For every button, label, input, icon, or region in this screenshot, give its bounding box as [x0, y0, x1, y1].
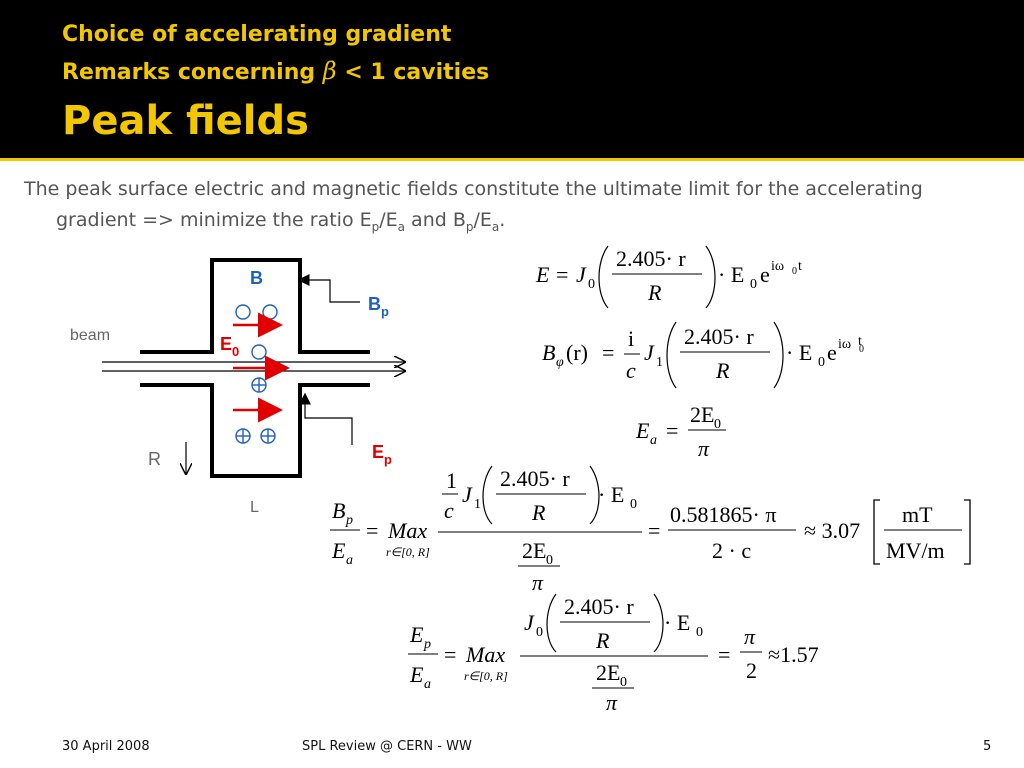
label-bp: $B_p$: [368, 294, 389, 319]
label-e0: $E_0$: [220, 334, 240, 359]
svg-text:J: J: [524, 610, 534, 635]
svg-text:p: p: [424, 637, 431, 652]
svg-text:a: a: [424, 677, 431, 692]
label-ep: $E_p$: [372, 442, 392, 467]
svg-text:iω: iω: [771, 259, 785, 274]
svg-text:2 · c: 2 · c: [712, 538, 752, 563]
svg-text:1: 1: [446, 468, 457, 493]
b-field-out-marker: [263, 305, 277, 319]
svg-text:φ: φ: [556, 355, 564, 370]
svg-text:E: E: [410, 662, 424, 687]
svg-text:π: π: [606, 690, 618, 715]
svg-text:2E: 2E: [596, 660, 621, 685]
svg-text:=: =: [666, 418, 679, 443]
svg-text:R: R: [648, 280, 662, 305]
svg-text:(r): (r): [566, 340, 588, 365]
svg-text:t: t: [798, 259, 802, 274]
svg-text:B: B: [542, 340, 556, 365]
svg-text:r∈[0, R]: r∈[0, R]: [386, 545, 430, 559]
title-line-2-suffix: < 1 cavities: [336, 60, 490, 85]
svg-text:· E: · E: [786, 340, 813, 365]
intro-text-4: /E: [473, 209, 492, 231]
title-line-1: Choice of accelerating gradient: [62, 22, 452, 47]
svg-text:J: J: [576, 262, 586, 287]
svg-text:0: 0: [546, 553, 553, 568]
intro-text-3: and B: [405, 209, 466, 231]
svg-text:E: E: [410, 622, 424, 647]
svg-text:=: =: [648, 518, 661, 543]
svg-text:0: 0: [792, 266, 797, 277]
svg-text:=: =: [718, 642, 731, 667]
svg-text:0: 0: [630, 497, 637, 512]
svg-text:a: a: [650, 433, 657, 448]
intro-sub-3: p: [465, 219, 474, 234]
slide-title: Peak fields: [62, 98, 309, 144]
svg-text:E: E: [636, 418, 650, 443]
title-line-2: [62, 57, 489, 85]
svg-text:≈ 3.07: ≈ 3.07: [804, 518, 861, 543]
svg-text:B: B: [332, 498, 346, 523]
svg-text:1: 1: [656, 355, 663, 370]
svg-text:R: R: [716, 358, 730, 383]
svg-text:0: 0: [750, 277, 757, 292]
beta-symbol: β: [322, 57, 337, 85]
svg-text:0: 0: [714, 417, 721, 432]
intro-sub-4: a: [491, 219, 500, 234]
b-field-out-marker: [252, 345, 266, 359]
svg-text:c: c: [626, 358, 636, 383]
svg-text:0: 0: [818, 355, 825, 370]
svg-text:R: R: [532, 500, 546, 525]
label-r: R: [148, 449, 161, 469]
intro-sub-1: p: [371, 219, 380, 234]
svg-text:=: =: [602, 340, 615, 365]
svg-text:e: e: [760, 262, 770, 287]
svg-text:=: =: [556, 262, 569, 287]
label-b: B: [250, 268, 263, 288]
svg-text:E: E: [536, 262, 550, 287]
b-field-in-marker: [252, 378, 266, 392]
equation-ea: [634, 400, 754, 464]
b-field-out-marker: [236, 305, 250, 319]
title-bar-rule: [0, 158, 1024, 161]
svg-text:· E: · E: [718, 262, 745, 287]
equation-e-field: [530, 238, 830, 310]
eq2-exp-t: t: [858, 334, 862, 349]
intro-text-5: .: [499, 209, 506, 231]
svg-text:mT: mT: [902, 502, 933, 527]
label-l: L: [250, 499, 259, 516]
equation-b-field: [540, 314, 864, 390]
svg-text:1: 1: [474, 497, 481, 512]
equation-bp-ea: [326, 462, 986, 598]
svg-text:2.405· r: 2.405· r: [500, 466, 570, 491]
svg-text:2.405· r: 2.405· r: [564, 594, 634, 619]
bp-pointer: [300, 280, 360, 302]
svg-text:π: π: [532, 570, 544, 595]
svg-text:a: a: [346, 553, 353, 568]
svg-text:2.405· r: 2.405· r: [616, 246, 686, 271]
b-field-in-marker: [236, 429, 250, 443]
svg-text:c: c: [444, 498, 454, 523]
svg-text:π: π: [698, 436, 710, 461]
svg-text:iω: iω: [838, 337, 852, 352]
svg-text:2.405· r: 2.405· r: [684, 324, 754, 349]
page-number: 5: [983, 739, 992, 754]
svg-text:· E: · E: [664, 610, 691, 635]
svg-text:=: =: [366, 518, 379, 543]
svg-text:2: 2: [746, 658, 757, 683]
equation-ep-ea: [404, 590, 864, 714]
title-line-2-prefix: Remarks concerning: [62, 60, 323, 85]
intro-paragraph: [24, 174, 936, 243]
label-beam: beam: [70, 327, 111, 344]
svg-text:=: =: [444, 642, 457, 667]
svg-text:π: π: [744, 624, 756, 649]
svg-text:≈1.57: ≈1.57: [768, 642, 819, 667]
footer-center: SPL Review @ CERN - WW: [302, 739, 472, 754]
svg-text:E: E: [332, 538, 346, 563]
intro-sub-2: a: [397, 219, 406, 234]
svg-text:2E: 2E: [522, 538, 547, 563]
svg-text:r∈[0, R]: r∈[0, R]: [464, 669, 508, 683]
intro-text-2: /E: [379, 209, 398, 231]
svg-text:J: J: [644, 340, 654, 365]
ep-pointer: [305, 395, 352, 445]
svg-text:0: 0: [696, 625, 703, 640]
svg-text:0: 0: [620, 675, 627, 690]
svg-text:J: J: [462, 482, 472, 507]
svg-text:0: 0: [859, 344, 864, 355]
b-field-in-marker: [261, 429, 275, 443]
svg-text:0: 0: [536, 625, 543, 640]
svg-text:R: R: [596, 628, 610, 653]
svg-text:Max: Max: [466, 642, 506, 667]
svg-text:0.581865· π: 0.581865· π: [670, 502, 777, 527]
svg-text:0: 0: [588, 277, 595, 292]
svg-text:· E: · E: [598, 482, 625, 507]
svg-text:2E: 2E: [690, 402, 715, 427]
svg-text:i: i: [628, 326, 635, 351]
svg-text:p: p: [346, 513, 353, 528]
footer-date: 30 April 2008: [62, 739, 150, 754]
svg-text:e: e: [827, 340, 837, 365]
intro-text-1: The peak surface electric and magnetic fields constitute the ultimate limit for the accelerating gradient => minimize the ratio E: [24, 178, 923, 231]
svg-text:MV/m: MV/m: [886, 538, 945, 563]
svg-text:Max: Max: [388, 518, 428, 543]
